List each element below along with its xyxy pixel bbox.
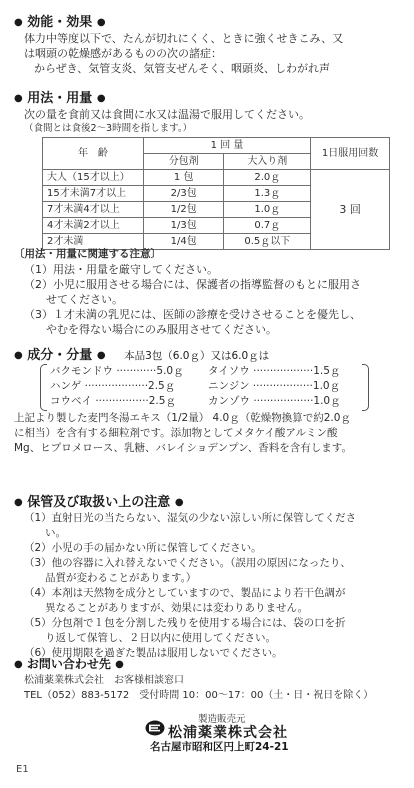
- efficacy-title: ● 効能・効果 ●: [14, 15, 106, 30]
- bulk-header: 大入り剤: [224, 154, 311, 170]
- bracket-right: [362, 364, 369, 411]
- storage-line: （3）他の容器に入れ替えないでください。（誤用の原因になったり、: [24, 557, 351, 569]
- storage-title: ● 保管及び取扱い上の注意 ●: [14, 495, 184, 510]
- ingredients-desc: [14, 411, 402, 456]
- usage-note-line: （1）用法・用量を厳守してください。: [24, 263, 218, 276]
- efficacy-line: は咽頭の乾燥感があるものの次の諸症：: [24, 47, 222, 60]
- ingredients-desc-line: 上記より製した麦門冬湯エキス（1/2量） 4.0ｇ（乾燥物換算で約2.0ｇ: [14, 412, 351, 424]
- storage-line: （6）使用期限を過ぎた製品は服用しないでください。: [24, 647, 283, 659]
- ingredient-item: カンゾウ ··················1.0ｇ: [208, 395, 341, 407]
- packet-cell: 1/3包: [143, 218, 224, 234]
- storage-line: （4）本剤は天然物を成分としていますので、製品により若干色調が: [24, 587, 346, 599]
- usage-note-line: やむを得ない場合にのみ服用させてください。: [24, 323, 277, 336]
- age-cell: 大人（15才以上）: [43, 170, 144, 186]
- age-cell: 15才未満7才以上: [43, 186, 144, 202]
- bulk-cell: 0.5ｇ以下: [224, 234, 311, 250]
- age-cell: 2才未満: [43, 234, 144, 250]
- usage-notes: [14, 247, 402, 337]
- storage-line: （5）分包剤で１包を分割した残りを使用する場合には、袋の口を折: [24, 617, 346, 629]
- contact-title: ● お問い合わせ先 ●: [14, 657, 124, 671]
- usage-note-line: せてください。: [24, 293, 123, 306]
- usage-note-line: （2）小児に服用させる場合には、保護者の指導監督のもとに服用さ: [24, 278, 361, 291]
- company-name: 松浦薬業株式会社: [168, 725, 288, 741]
- bulk-cell: 1.3ｇ: [224, 186, 311, 202]
- contact-section: [14, 656, 402, 703]
- ingredient-item: ハンゲ ···················2.5ｇ: [50, 380, 176, 392]
- dose-header: 1 回 量: [143, 138, 310, 154]
- bulk-cell: 2.0ｇ: [224, 170, 311, 186]
- maker-label: 製造販売元: [198, 714, 246, 725]
- company-address: 名古屋市昭和区円上町24-21: [150, 741, 289, 753]
- packet-cell: 1/2包: [143, 202, 224, 218]
- storage-line: り返して保管し、２日以内に使用してください。: [24, 632, 276, 644]
- table-row: [43, 170, 390, 186]
- storage-section: [14, 494, 402, 661]
- contact-tel: TEL（052）883-5172 受付時間 10：00～17：00（土・日・祝日を除く）: [24, 690, 374, 701]
- ingredients-header: 本品3包（6.0ｇ）又は6.0ｇは: [124, 350, 270, 362]
- times-cell: 3 回: [311, 170, 390, 250]
- bulk-cell: 1.0ｇ: [224, 202, 311, 218]
- ingredient-item: ニンジン ··················1.0ｇ: [208, 380, 341, 392]
- efficacy-section: [14, 14, 402, 76]
- document-code: E1: [16, 764, 29, 775]
- company-logo-icon: [145, 720, 165, 740]
- usage-title: ● 用法・用量 ●: [14, 91, 106, 106]
- ingredients-desc-line: に相当）を含有する細粒剤です。添加物としてメタケイ酸アルミン酸: [14, 427, 338, 439]
- age-cell: 4才未満2才以上: [43, 218, 144, 234]
- storage-line: （1）直射日光の当たらない、湿気の少ない涼しい所に保管してくださ: [24, 512, 357, 524]
- storage-line: 異なることがありますが、効果には変わりありません。: [24, 602, 309, 614]
- ingredient-item: コウベイ ················2.5ｇ: [50, 395, 176, 407]
- ingredients-desc-line: Mg、ヒプロメロース、乳糖、バレイショデンプン、香料を含有します。: [14, 442, 352, 454]
- dosage-table: [42, 137, 390, 250]
- storage-line: （2）小児の手の届かない所に保管してください。: [24, 542, 262, 554]
- usage-notes-title: 〔用法・用量に関連する注意〕: [14, 248, 161, 260]
- efficacy-line: 体力中等度以下で、たんが切れにくく、ときに強くせきこみ、又: [24, 32, 344, 45]
- usage-section: [14, 90, 402, 135]
- bracket-left: [40, 364, 47, 411]
- age-header: 年 齢: [43, 138, 144, 170]
- storage-line: い。: [24, 527, 66, 539]
- storage-line: 品質が変わることがあります。）: [24, 572, 197, 584]
- usage-note-line: （3）１才未満の乳児には、医師の診療を受けさせることを優先し、: [24, 308, 361, 321]
- ingredient-item: タイソウ ··················1.5ｇ: [208, 365, 341, 377]
- contact-company: 松浦薬業株式会社 お客様相談窓口: [24, 675, 184, 686]
- times-header: 1日服用回数: [311, 138, 390, 170]
- ingredient-item: バクモンドウ ············5.0ｇ: [50, 365, 184, 377]
- usage-line: 次の量を食前又は食間に水又は温湯で服用してください。: [24, 108, 310, 121]
- usage-note: （食間とは食後2～3時間を指します。）: [24, 123, 193, 134]
- efficacy-line: からぜき、気管支炎、気管支ぜんそく、咽頭炎、しわがれ声: [34, 62, 331, 75]
- packet-cell: 2/3包: [143, 186, 224, 202]
- ingredients-title: ● 成分・分量 ● 本品3包（6.0ｇ）又は6.0ｇは: [14, 348, 270, 363]
- age-cell: 7才未満4才以上: [43, 202, 144, 218]
- packet-cell: 1 包: [143, 170, 224, 186]
- bulk-cell: 0.7ｇ: [224, 218, 311, 234]
- ingredients-section: [14, 347, 402, 365]
- packet-header: 分包剤: [143, 154, 224, 170]
- packet-cell: 1/4包: [143, 234, 224, 250]
